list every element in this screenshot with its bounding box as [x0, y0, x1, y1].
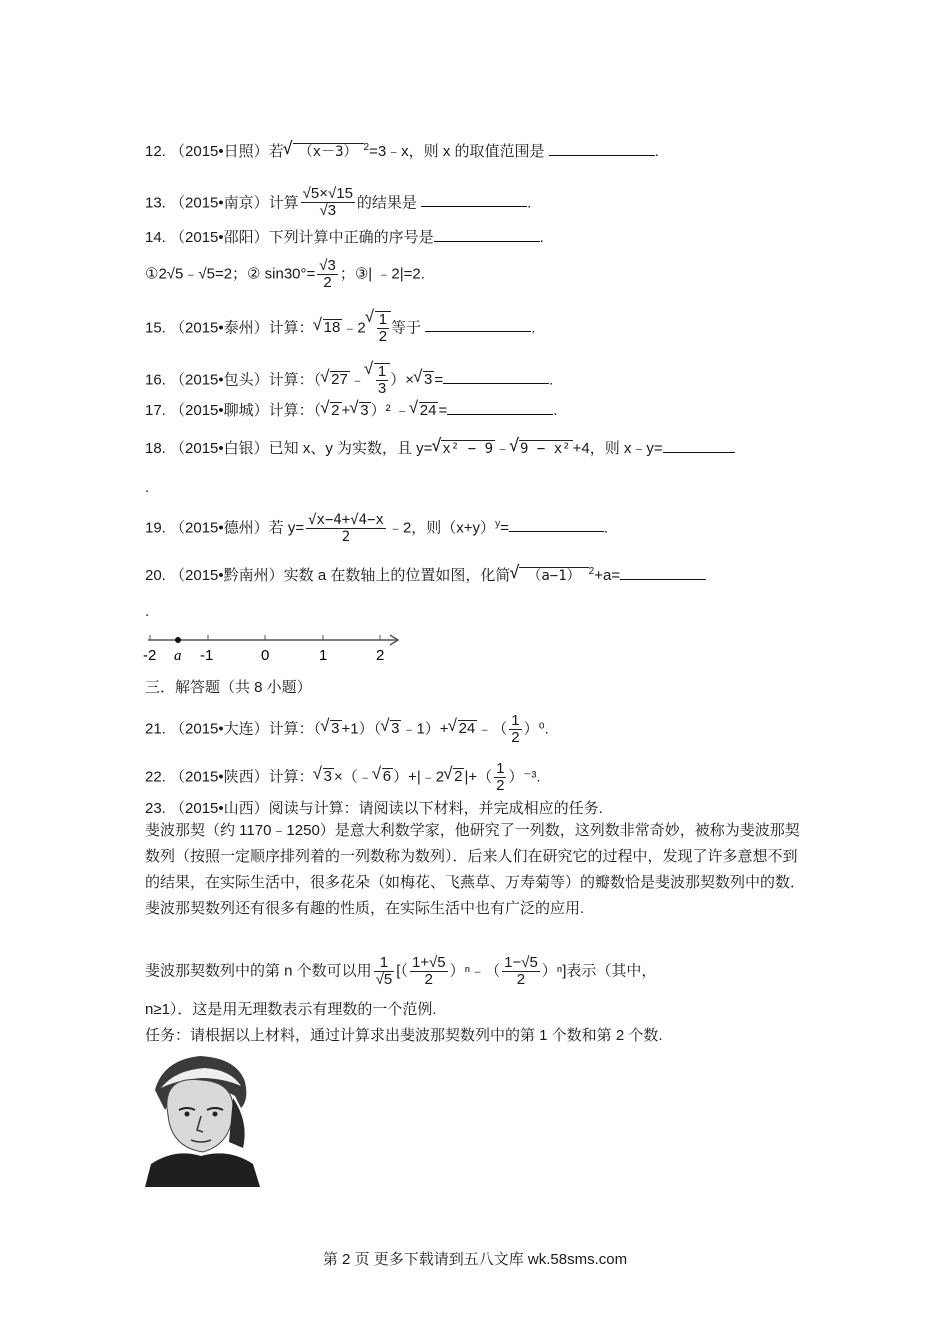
- numerator: √3: [319, 257, 336, 274]
- period: .: [549, 371, 554, 389]
- q-number: 22.: [145, 768, 166, 786]
- fraction: [377, 312, 389, 345]
- q-source: （2015•泰州）计算：: [170, 319, 314, 337]
- q-text: ）+|﹣2: [393, 768, 445, 786]
- sqrt-expression: √ 3: [323, 768, 334, 785]
- q-text: ﹣（: [477, 720, 508, 738]
- q-text: ×（﹣: [334, 768, 373, 786]
- q-source: （2015•白银）已知 x、y 为实数，且 y=: [170, 440, 433, 457]
- answer-blank: [620, 565, 706, 580]
- q-items: ；③| ﹣2|=2.: [339, 265, 425, 283]
- question-14: [145, 227, 544, 248]
- sqrt-expression: √ 3: [423, 371, 434, 388]
- fraction: [494, 761, 506, 794]
- denominator: 2: [323, 274, 332, 291]
- sqrt-expression: √ 2: [453, 768, 464, 785]
- q-number: 20.: [145, 567, 166, 584]
- q-text: 的结果是: [356, 194, 417, 212]
- tick-label: -2: [143, 647, 157, 664]
- denominator: 2: [378, 328, 388, 345]
- fraction: [306, 512, 386, 545]
- paragraph-fibonacci: 斐波那契（约 1170﹣1250）是意大利数学家，他研究了一列数，这列数非常奇妙，被称为斐波那契数列（按照一定顺序排列着的一列数称为数列）．后来人们在研究它的过程中，发现了许多意想不到的结果，在实际生活中，很多花朵（如梅花、飞燕草、万寿菊等）的瓣数恰是斐波那契数列中的数．斐波那契数列还有很多有趣的性质，在实际生活中也有广泛的应用.: [145, 822, 806, 917]
- point-a: [175, 637, 181, 643]
- q-number: 19.: [145, 519, 166, 537]
- question-15: [145, 311, 535, 345]
- operator: ﹣: [349, 371, 365, 389]
- q-source: （2015•日照）若: [170, 143, 284, 160]
- q-number: 14.: [145, 229, 166, 246]
- equals: =: [438, 402, 448, 419]
- period: .: [603, 519, 608, 537]
- q-source: （2015•德州）若 y=: [170, 519, 305, 537]
- question-21: [145, 713, 549, 746]
- q-items: ①2√5﹣√5=2；② sin30°=: [145, 265, 316, 283]
- numerator: 1: [374, 955, 395, 972]
- q-number: 13.: [145, 194, 166, 212]
- sqrt-expression: √ x² − 9: [441, 440, 495, 457]
- section-heading: 三．解答题（共 8 小题）: [145, 679, 312, 696]
- numerator: 1: [496, 760, 505, 777]
- denominator: √3: [319, 202, 337, 219]
- period: .: [527, 194, 532, 212]
- q-text: ）ⁿ﹣（: [449, 962, 501, 980]
- fraction: [410, 955, 448, 988]
- q-source: （2015•包头）计算：（: [170, 371, 322, 389]
- denominator: 2: [496, 777, 505, 794]
- answer-blank: [663, 438, 735, 453]
- sqrt-expression: √ 3: [390, 720, 401, 737]
- q-text: ﹣1）+: [401, 720, 449, 738]
- period: .: [553, 402, 558, 419]
- question-13: [145, 187, 531, 220]
- equals: =: [500, 519, 509, 537]
- question-14-items: [145, 258, 425, 291]
- q-number: 15.: [145, 319, 166, 337]
- denominator: 3: [377, 380, 387, 397]
- period: .: [539, 229, 544, 246]
- operator: +: [341, 402, 351, 419]
- sqrt-expression: √ （x－3）: [293, 143, 364, 160]
- q-source: （2015•山西）阅读与计算：请阅读以下材料，并完成相应的任务.: [170, 800, 603, 817]
- answer-blank: [443, 369, 549, 384]
- fraction: [376, 364, 388, 397]
- q-number: 12.: [145, 143, 166, 160]
- sqrt-expression: √ 27: [330, 371, 350, 388]
- q-source: （2015•聊城）计算：（: [170, 402, 322, 419]
- q-source: （2015•邵阳）下列计算中正确的序号是: [170, 229, 434, 246]
- operator: ﹣2: [342, 319, 366, 337]
- tick-label: 1: [319, 647, 328, 664]
- fibonacci-portrait-image: [145, 1052, 260, 1187]
- sqrt-fraction: [375, 311, 391, 345]
- q-text: ）ⁿ]表示（其中，: [541, 962, 657, 980]
- q-text: +1）（: [341, 720, 382, 738]
- question-22: [145, 761, 541, 794]
- q-source: （2015•陕西）计算：: [170, 768, 314, 786]
- q-text: 斐波那契数列中的第 n 个数可以用: [145, 962, 372, 980]
- q-text: ）×: [390, 371, 414, 389]
- exponent: y: [495, 518, 501, 530]
- tick-label: -1: [200, 647, 214, 664]
- numerator: √5×√15: [302, 185, 353, 202]
- sqrt-expression: √ 3: [330, 720, 341, 737]
- question-17: [145, 400, 557, 421]
- q-text: =3﹣x，则 x 的取值范围是: [369, 143, 545, 160]
- answer-blank: [509, 517, 604, 532]
- question-19: [145, 512, 608, 545]
- denominator: 2: [424, 971, 433, 988]
- fraction: [509, 713, 521, 746]
- tick-label: 0: [261, 647, 270, 664]
- question-23: [145, 799, 603, 819]
- operator: ﹣: [495, 440, 511, 457]
- q-text: ）⁻³.: [508, 768, 541, 786]
- question-20-dot: .: [145, 603, 150, 620]
- denominator: √5: [375, 971, 393, 988]
- sqrt-expression: √ （a−1）: [519, 567, 588, 584]
- answer-blank: [549, 141, 655, 156]
- q-source: （2015•黔南州）实数 a 在数轴上的位置如图，化简: [170, 567, 511, 584]
- period: .: [531, 319, 536, 337]
- page-footer: 第 2 页 更多下载请到五八文库 wk.58sms.com: [322, 1251, 628, 1268]
- q-text: [（: [396, 962, 408, 980]
- q-number: 17.: [145, 402, 166, 419]
- q-text: 等于: [391, 319, 422, 337]
- question-12: [145, 138, 659, 162]
- sqrt-expression: √ 18: [323, 319, 343, 336]
- task-text: 任务：请根据以上材料，通过计算求出斐波那契数列中的第 1 个数和第 2 个数.: [145, 1027, 663, 1044]
- exponent: 2: [588, 566, 595, 577]
- q-text: ）² ﹣: [370, 402, 410, 419]
- number-line: [140, 628, 410, 666]
- answer-blank: [434, 227, 540, 242]
- fraction: [374, 955, 395, 988]
- sqrt-fraction: [374, 363, 390, 397]
- fraction: [301, 186, 355, 219]
- q-text: ﹣2，则（x+y）: [387, 519, 496, 537]
- numerator: √x−4+√4−x: [308, 512, 384, 528]
- denominator: 2: [341, 529, 351, 545]
- denominator: 2: [516, 971, 526, 988]
- sqrt-expression: √ 3: [359, 402, 370, 419]
- tick-label: 2: [376, 647, 385, 664]
- sqrt-expression: √ 24: [419, 402, 439, 419]
- answer-blank: [425, 317, 531, 332]
- sqrt-expression: √ 2: [330, 402, 341, 419]
- fraction: [317, 258, 338, 291]
- answer-blank: [447, 400, 553, 415]
- q-number: 18.: [145, 440, 166, 457]
- numerator: √ 1: [377, 363, 387, 380]
- q-text: +a=: [594, 567, 621, 584]
- q-number: 16.: [145, 371, 166, 389]
- numerator: 1+√5: [411, 954, 446, 971]
- tick-label: a: [174, 648, 182, 664]
- question-18-dot: .: [145, 479, 150, 496]
- question-16: [145, 363, 553, 397]
- q-number: 23.: [145, 800, 166, 817]
- numerator: √ 1: [378, 311, 388, 328]
- sqrt-expression: √ 24: [458, 720, 478, 737]
- numerator: 1−√5: [504, 954, 538, 971]
- question-20: [145, 562, 706, 586]
- equals: =: [434, 371, 444, 389]
- sqrt-expression: √ 9 − x²: [519, 440, 573, 457]
- sqrt-expression: √ 6: [382, 768, 393, 785]
- answer-blank: [421, 192, 527, 207]
- numerator: 1: [511, 712, 520, 729]
- q-number: 21.: [145, 720, 166, 738]
- q-source: （2015•大连）计算：（: [170, 720, 322, 738]
- q-text: +4，则 x﹣y=: [572, 440, 663, 457]
- question-18: [145, 438, 735, 459]
- exponent: 2: [363, 142, 370, 153]
- period: .: [654, 143, 659, 160]
- q-text: |+（: [464, 768, 493, 786]
- fraction: [502, 955, 540, 988]
- formula-line: [145, 955, 656, 988]
- denominator: 2: [511, 729, 520, 746]
- q-text: ）⁰.: [523, 720, 549, 738]
- q-source: （2015•南京）计算: [170, 194, 299, 212]
- formula-note: n≥1）．这是用无理数表示有理数的一个范例.: [145, 1001, 437, 1018]
